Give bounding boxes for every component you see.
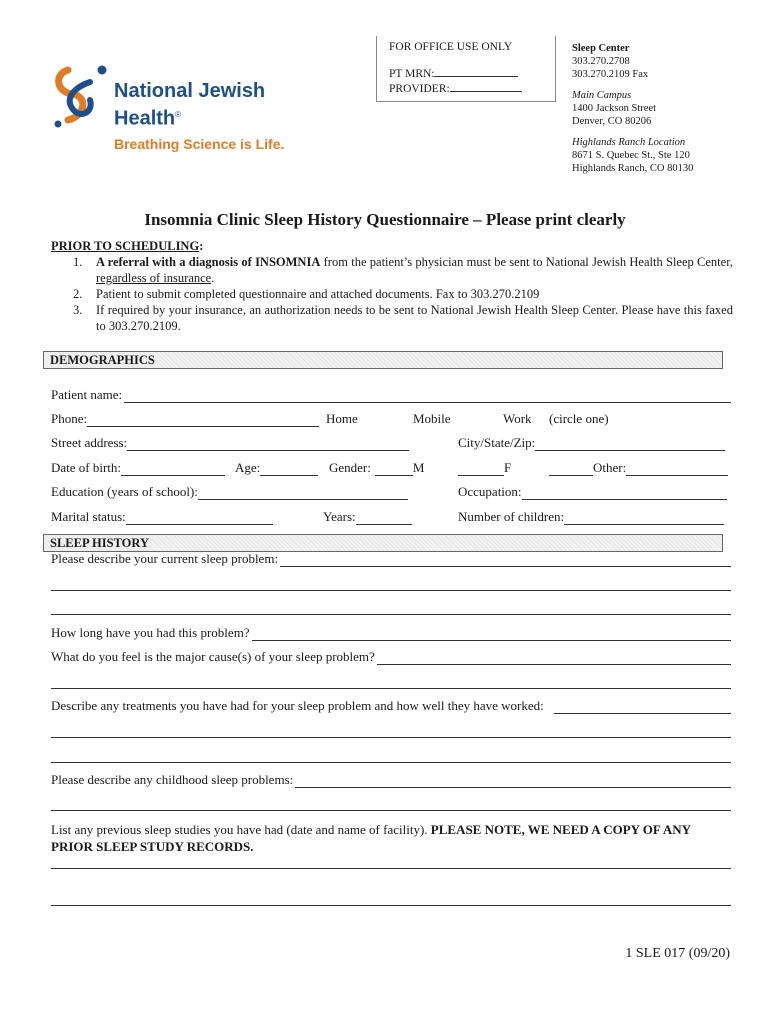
gender-label: Gender: (329, 460, 371, 475)
years-field[interactable] (323, 509, 412, 525)
gender-f-field[interactable] (458, 460, 511, 476)
highlands-ranch-label: Highlands Ranch Location (572, 137, 686, 148)
current-sleep-problem-line-3[interactable] (51, 614, 731, 615)
current-sleep-problem-line-2[interactable] (51, 590, 731, 591)
address-row (51, 435, 731, 453)
prior-sleep-studies-line-2[interactable] (51, 905, 731, 906)
occupation-label: Occupation: (458, 484, 522, 499)
main-campus-label: Main Campus (572, 90, 632, 101)
how-long-field[interactable] (51, 625, 731, 641)
number-of-children-label: Number of children: (458, 509, 565, 524)
patient-name-label: Patient name: (51, 387, 123, 402)
main-campus-address-1: 1400 Jackson Street (572, 103, 656, 114)
gender-m-label: M (412, 460, 425, 475)
sleep-history-heading: SLEEP HISTORY (43, 534, 723, 552)
treatments-line-3[interactable] (51, 762, 731, 763)
age-label: Age: (235, 460, 261, 475)
phone-type-mobile[interactable]: Mobile (413, 411, 451, 426)
pt-mrn-field[interactable] (389, 66, 543, 81)
office-use-title: FOR OFFICE USE ONLY (389, 41, 513, 53)
education-field[interactable] (51, 484, 408, 500)
circle-one-hint: (circle one) (549, 411, 609, 426)
education-label: Education (years of school): (51, 484, 198, 499)
occupation-field[interactable] (458, 484, 727, 500)
childhood-sleep-label: Please describe any childhood sleep problems: (51, 772, 294, 787)
logo-line-2: Health (114, 107, 176, 130)
major-cause-field[interactable] (51, 649, 731, 665)
city-state-zip-label: City/State/Zip: (458, 435, 536, 450)
item-text: Patient to submit completed questionnaire and attached documents. Fax to 303.270.2109 (96, 287, 540, 301)
age-field[interactable] (235, 460, 318, 476)
prior-sleep-studies-notice: PLEASE NOTE, WE NEED A COPY OF ANY PRIOR SLEEP STUDY RECORDS. (51, 822, 691, 854)
prior-item-1 (73, 254, 733, 286)
street-address-field[interactable] (51, 435, 409, 451)
dob-row (51, 460, 731, 478)
organization-logo (50, 62, 310, 158)
item-bold-text: A referral with a diagnosis of INSOMNIA (96, 255, 321, 269)
form-code: 1 SLE 017 (09/20) (625, 946, 730, 961)
gender-m-field[interactable] (329, 460, 424, 476)
gender-f-label: F (504, 460, 512, 475)
prior-item-2 (73, 286, 733, 302)
current-sleep-problem-field[interactable] (51, 551, 731, 567)
item-text: If required by your insurance, an authorization needs to be sent to National Jewish Health Sleep Center. Please have this faxed to 303.270.2109. (96, 303, 733, 333)
treatments-label: Describe any treatments you have had for your sleep problem and how well they have worked: (51, 698, 544, 713)
major-cause-line-2[interactable] (51, 688, 731, 689)
treatments-field[interactable] (51, 698, 731, 714)
sleep-center-name: Sleep Center (572, 43, 630, 54)
prior-heading: PRIOR TO SCHEDULING (51, 239, 200, 253)
gender-other-field[interactable] (549, 460, 728, 476)
contact-info (572, 42, 693, 183)
office-use-box (376, 36, 556, 102)
marital-status-label: Marital status: (51, 509, 126, 524)
main-campus-address-2: Denver, CO 80206 (572, 116, 652, 127)
item-number: 1. (73, 255, 83, 269)
date-of-birth-label: Date of birth: (51, 460, 122, 475)
education-row (51, 484, 731, 502)
marital-status-field[interactable] (51, 509, 273, 525)
years-label: Years: (323, 509, 356, 524)
number-of-children-field[interactable] (458, 509, 724, 525)
item-underlined-text: regardless of insurance (96, 271, 212, 285)
marital-row (51, 509, 731, 527)
phone-label: Phone: (51, 411, 88, 426)
nj-health-logo-icon (50, 62, 110, 130)
phone-type-home[interactable]: Home (326, 411, 358, 426)
logo-registered-mark: ® (175, 110, 182, 119)
current-sleep-problem-label: Please describe your current sleep problem: (51, 551, 279, 566)
prior-item-3 (73, 302, 733, 334)
provider-field[interactable] (389, 81, 543, 96)
prior-to-scheduling (51, 238, 733, 334)
item-number: 3. (73, 303, 83, 317)
phone-field[interactable] (51, 411, 319, 427)
logo-tagline: Breathing Science is Life. (114, 136, 285, 152)
logo-line-1: National Jewish (114, 80, 266, 102)
prior-heading-colon: : (199, 239, 204, 253)
street-address-label: Street address: (51, 435, 128, 450)
item-text: from the patient’s physician must be sent to National Jewish Health Sleep Center, (320, 255, 733, 269)
prior-sleep-studies-label: List any previous sleep studies you have had (date and name of facility). (51, 822, 431, 837)
demographics-heading: DEMOGRAPHICS (43, 351, 723, 369)
gender-other-label: Other: (593, 460, 627, 475)
major-cause-label: What do you feel is the major cause(s) of your sleep problem? (51, 649, 375, 664)
how-long-label: How long have you had this problem? (51, 625, 250, 640)
childhood-sleep-field[interactable] (51, 772, 731, 788)
pt-mrn-label: PT MRN: (389, 68, 435, 80)
prior-sleep-studies-prompt (51, 821, 731, 855)
date-of-birth-field[interactable] (51, 460, 225, 476)
phone-type-work[interactable]: Work (503, 411, 532, 426)
item-number: 2. (73, 287, 83, 301)
patient-name-field[interactable] (51, 387, 731, 403)
highlands-ranch-address-1: 8671 S. Quebec St., Ste 120 (572, 150, 690, 161)
sleep-center-phone: 303.270.2708 (572, 56, 630, 67)
logo-wordmark (114, 80, 265, 131)
treatments-line-2[interactable] (51, 737, 731, 738)
sleep-center-fax: 303.270.2109 Fax (572, 69, 649, 80)
provider-label: PROVIDER: (389, 83, 450, 95)
page-title: Insomnia Clinic Sleep History Questionnaire – Please print clearly (144, 210, 626, 229)
city-state-zip-field[interactable] (458, 435, 725, 451)
childhood-sleep-line-2[interactable] (51, 810, 731, 811)
prior-sleep-studies-line-1[interactable] (51, 868, 731, 869)
item-end: . (211, 271, 215, 285)
highlands-ranch-address-2: Highlands Ranch, CO 80130 (572, 163, 694, 174)
phone-row (51, 411, 731, 429)
